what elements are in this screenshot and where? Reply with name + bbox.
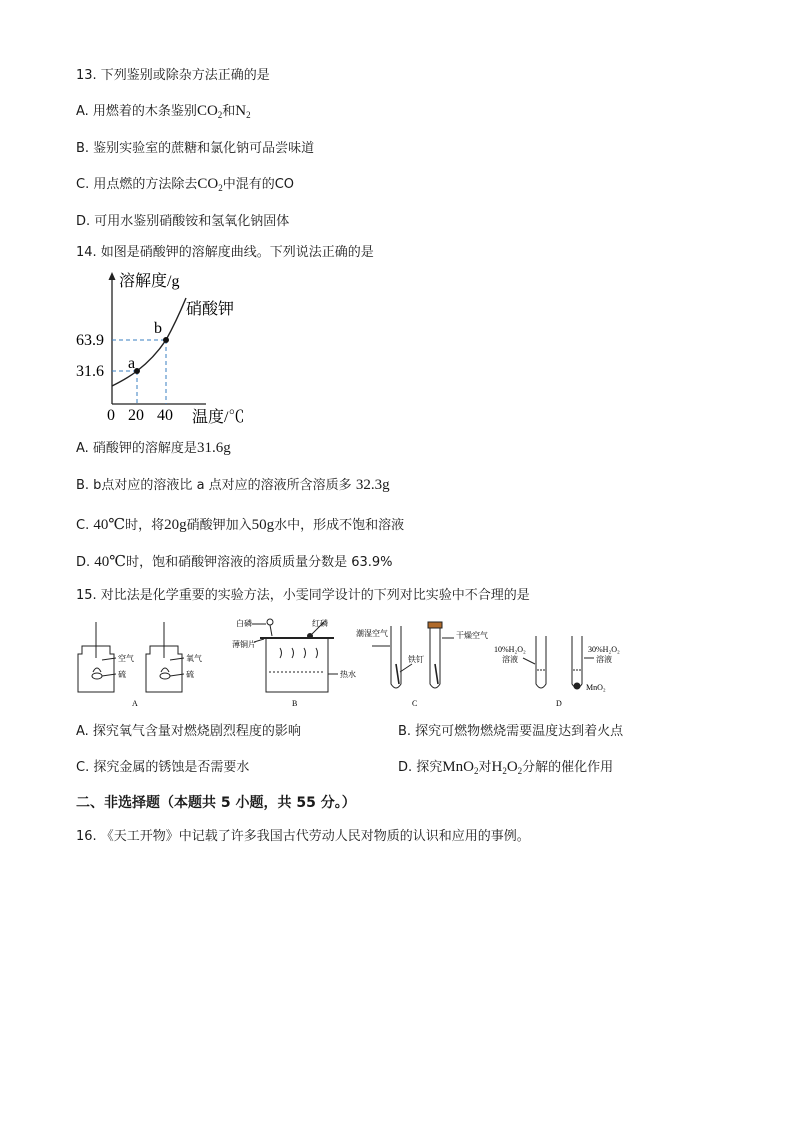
section-title-non-choice: 二、非选择题（本题共 5 小题，共 55 分。） [76, 795, 356, 811]
q14-c-text1: 时，将 [125, 518, 165, 533]
q14-d-temp: 40℃ [94, 554, 127, 570]
q14-c-text3: 水中，形成不饱和溶液 [274, 518, 405, 533]
q14-d-label: D. [76, 555, 91, 570]
y-axis-label: 溶解度/g [119, 273, 180, 290]
label-oxygen: 氧气 [186, 654, 202, 663]
q15-option-c: C. 探究金属的锈蚀是否需要水 [76, 760, 250, 775]
q16-stem: 16. 《天工开物》中记载了许多我国古代劳动人民对物质的认识和应用的事例。 [76, 829, 530, 844]
apparatus-d [523, 636, 594, 689]
q14-a-text: A. 硝酸钾的溶解度是 [76, 441, 197, 456]
beaker [266, 638, 328, 692]
q13-c-rest: 中混有的CO [222, 177, 294, 192]
tube-30pct [572, 636, 582, 688]
point-b-label: b [154, 320, 162, 337]
q14-c-label: C. [76, 518, 90, 533]
q14-option-a [76, 437, 231, 457]
jar2-spoon [160, 673, 170, 679]
apparatus-svg [66, 614, 666, 710]
experiment-apparatus-figure [66, 614, 666, 710]
nail-1 [396, 664, 399, 684]
q13-c-text: C. 用点燃的方法除去 [76, 177, 198, 192]
q15-option-a: A. 探究氧气含量对燃烧剧烈程度的影响 [76, 724, 301, 739]
q15-stem: 15. 对比法是化学重要的实验方法，小雯同学设计的下列对比实验中不合理的是 [76, 588, 530, 603]
jar1-flame [93, 668, 101, 672]
q14-option-b [76, 474, 390, 494]
q13-option-b: B. 鉴别实验室的蔗糖和氯化钠可品尝味道 [76, 141, 315, 156]
label-copper-sheet: 薄铜片 [232, 640, 256, 649]
white-phosphorus-flame [267, 619, 273, 625]
formula-co2: $CO_2$ [196, 103, 223, 120]
tube-dry [430, 626, 440, 688]
y-tick-63-9: 63.9 [76, 332, 104, 349]
potassium-nitrate-curve [112, 298, 186, 386]
q13-option-c [76, 173, 294, 193]
jar2-flame [161, 668, 169, 672]
formula-h2o2: $H_2O_2$ [491, 759, 523, 776]
label-hot-water: 热水 [340, 670, 356, 679]
label-sulfur-1: 硫 [118, 670, 126, 679]
q14-stem: 14. 如图是硝酸钾的溶解度曲线。下列说法正确的是 [76, 245, 374, 260]
label-wet-air: 潮湿空气 [356, 629, 388, 638]
q13-stem: 13. 下列鉴别或除杂方法正确的是 [76, 68, 270, 83]
y-tick-31-6: 31.6 [76, 363, 104, 380]
q14-c-mass1: 20g [164, 517, 187, 533]
curve-label: 硝酸钾 [186, 301, 235, 318]
label-30pct-h2o2: 30%H₂O₂ [588, 645, 620, 654]
label-red-phosphorus: 红磷 [312, 619, 328, 628]
solubility-curve-figure [70, 266, 270, 426]
solubility-graph [70, 266, 270, 426]
label-mno2: MnO₂ [586, 683, 606, 692]
q14-b-text: B. b点对应的溶液比 a 点对应的溶液所含溶质多 [76, 478, 352, 493]
white-phosphorus-stem [270, 625, 272, 636]
point-a-label: a [128, 355, 136, 372]
label-dry-air: 干燥空气 [456, 631, 488, 640]
q13-a-text: A. 用燃着的木条鉴别 [76, 104, 197, 119]
q14-c-text2: 硝酸钾加入 [186, 518, 252, 533]
q15-option-d [398, 756, 613, 776]
q14-option-d [76, 551, 393, 571]
q14-b-value: 32.3g [355, 477, 390, 493]
q15-option-b: B. 探究可燃物燃烧需要温度达到着火点 [398, 724, 624, 739]
tube-wet [391, 626, 401, 688]
q15-d-rest: 分解的催化作用 [522, 760, 614, 775]
leader-nail [400, 664, 412, 672]
tube-10pct [536, 636, 546, 688]
q13-option-d: D. 可用水鉴别硝酸铵和氢氧化钠固体 [76, 214, 290, 229]
q15-d-text: D. 探究 [398, 760, 443, 775]
point-b [163, 337, 169, 343]
formula-mno2: MnO$_2$ [442, 759, 479, 776]
leader-10pct [523, 658, 535, 664]
q14-c-temp: 40℃ [93, 517, 126, 533]
jar1-spoon [92, 673, 102, 679]
label-b: B [292, 699, 298, 708]
q14-c-mass2: 50g [251, 517, 275, 533]
tube-stopper [428, 622, 442, 628]
x-tick-40: 40 [157, 407, 173, 424]
label-white-phosphorus: 白磷 [236, 619, 252, 628]
q13-option-a [76, 100, 251, 120]
q14-d-text: 时，饱和硝酸钾溶液的溶质质量分数是 63.9% [126, 555, 393, 570]
x-axis-label: 温度/℃ [192, 409, 245, 426]
formula-co2: $CO_2$ [197, 176, 223, 193]
label-d: D [556, 699, 562, 708]
label-sulfur-2: 硫 [186, 670, 194, 679]
label-10pct-solution: 溶液 [502, 655, 518, 664]
x-tick-20: 20 [128, 407, 144, 424]
label-a: A [132, 699, 138, 708]
q13-a-and: 和 [222, 104, 236, 119]
label-10pct-h2o2: 10%H₂O₂ [494, 645, 526, 654]
mno2-particles [574, 683, 580, 689]
apparatus-b [252, 619, 338, 692]
nail-2 [435, 664, 438, 684]
q14-option-c [76, 514, 404, 534]
x-tick-0: 0 [107, 407, 115, 424]
red-phosphorus [308, 634, 313, 639]
steam-lines [280, 648, 318, 658]
q14-a-value: 31.6g [196, 440, 231, 456]
formula-n2: $N_2$ [235, 103, 251, 120]
label-30pct-solution: 溶液 [596, 655, 612, 664]
label-air: 空气 [118, 654, 134, 663]
label-c: C [412, 699, 418, 708]
q15-d-to: 对 [478, 760, 492, 775]
label-nail: 铁钉 [408, 655, 424, 664]
y-axis-arrow [109, 272, 116, 280]
